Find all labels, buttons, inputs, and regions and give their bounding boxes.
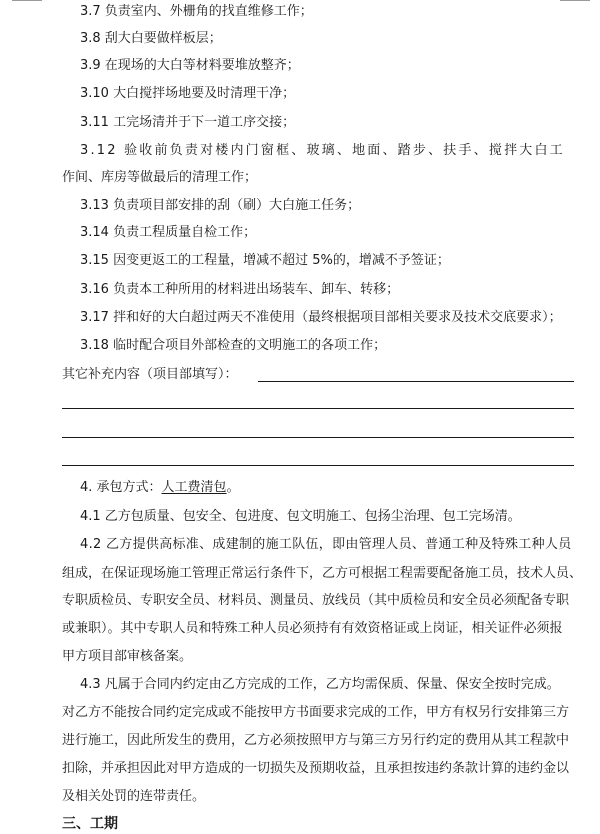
clause-4-2-line3: 专职质检员、专职安全员、材料员、测量员、放线员（其中质检员和安全员必须配备专职: [62, 593, 570, 608]
page-corner-mark-right: [560, 0, 590, 1]
contract-mode-value: 人工费清包: [161, 480, 227, 495]
clause-4-3-line2: 对乙方不能按合同约定完成或不能按甲方书面要求完成的工作，甲方有权另行安排第三方: [62, 705, 570, 720]
contract-mode-end: 。: [226, 480, 240, 495]
supplement-blank-line-1[interactable]: [258, 381, 574, 382]
supplement-blank-line-4[interactable]: [62, 465, 574, 466]
clause-3-12-line2: 作间、库房等做最后的清理工作；: [62, 170, 258, 185]
clause-4-3-line5: 及相关处罚的连带责任。: [62, 789, 206, 804]
clause-3-16: 3.16 负责本工种所用的材料进出场装车、卸车、转移；: [80, 282, 400, 297]
page-corner-mark-left: [12, 0, 42, 1]
contract-mode-label: 4. 承包方式：: [80, 480, 162, 495]
clause-3-8: 3.8 刮大白要做样板层；: [80, 31, 222, 46]
clause-4-2-line4: 或兼职）。其中专职人员和特殊工种人员必须持有有效资格证或上岗证，相关证件必须报: [62, 621, 563, 636]
clause-4-3-line3: 进行施工，因此所发生的费用，乙方必须按照甲方与第三方另行约定的费用从其工程款中: [62, 733, 570, 748]
supplement-blank-line-2[interactable]: [62, 408, 574, 409]
section-heading-schedule: 三、工期: [62, 816, 118, 832]
clause-3-12-line1: 3.12 验收前负责对楼内门窗框、玻璃、地面、踏步、扶手、搅拌大白工: [80, 143, 565, 158]
clause-4-2-line5: 甲方项目部审核备案。: [62, 649, 193, 664]
contract-mode-line: [80, 480, 240, 496]
clause-3-18: 3.18 临时配合项目外部检查的文明施工的各项工作；: [80, 338, 387, 353]
clause-3-17: 3.17 拌和好的大白超过两天不准使用（最终根据项目部相关要求及技术交底要求）；: [80, 310, 562, 325]
supplement-label: 其它补充内容（项目部填写）：: [62, 367, 238, 382]
clause-3-13: 3.13 负责项目部安排的刮（刷）大白施工任务；: [80, 198, 361, 213]
clause-3-15: 3.15 因变更返工的工程量，增减不超过 5%的，增减不予签证；: [80, 253, 450, 268]
clause-3-7: 3.7 负责室内、外栅角的找直维修工作；: [80, 4, 313, 19]
clause-3-9: 3.9 在现场的大白等材料要堆放整齐；: [80, 58, 300, 73]
clause-4-2-line2: 组成，在保证现场施工管理正常运行条件下，乙方可根据工程需要配备施工员，技术人员、: [62, 566, 583, 581]
clause-3-11: 3.11 工完场清并于下一道工序交接；: [80, 115, 296, 130]
clause-4-2-line1: 4.2 乙方提供高标准、成建制的施工队伍，即由管理人员、普通工种及特殊工种人员: [80, 537, 572, 552]
clause-3-14: 3.14 负责工程质量自检工作；: [80, 225, 257, 240]
clause-4-3-line1: 4.3 凡属于合同内约定由乙方完成的工作，乙方均需保质、保量、保安全按时完成。: [80, 677, 560, 692]
clause-4-3-line4: 扣除，并承担因此对甲方造成的一切损失及预期收益，且承担按违约条款计算的违约金以: [62, 761, 570, 776]
clause-4-1: 4.1 乙方包质量、包安全、包进度、包文明施工、包扬尘治理、包工完场清。: [80, 509, 521, 524]
clause-3-10: 3.10 大白搅拌场地要及时清理干净；: [80, 86, 296, 101]
supplement-blank-line-3[interactable]: [62, 437, 574, 438]
